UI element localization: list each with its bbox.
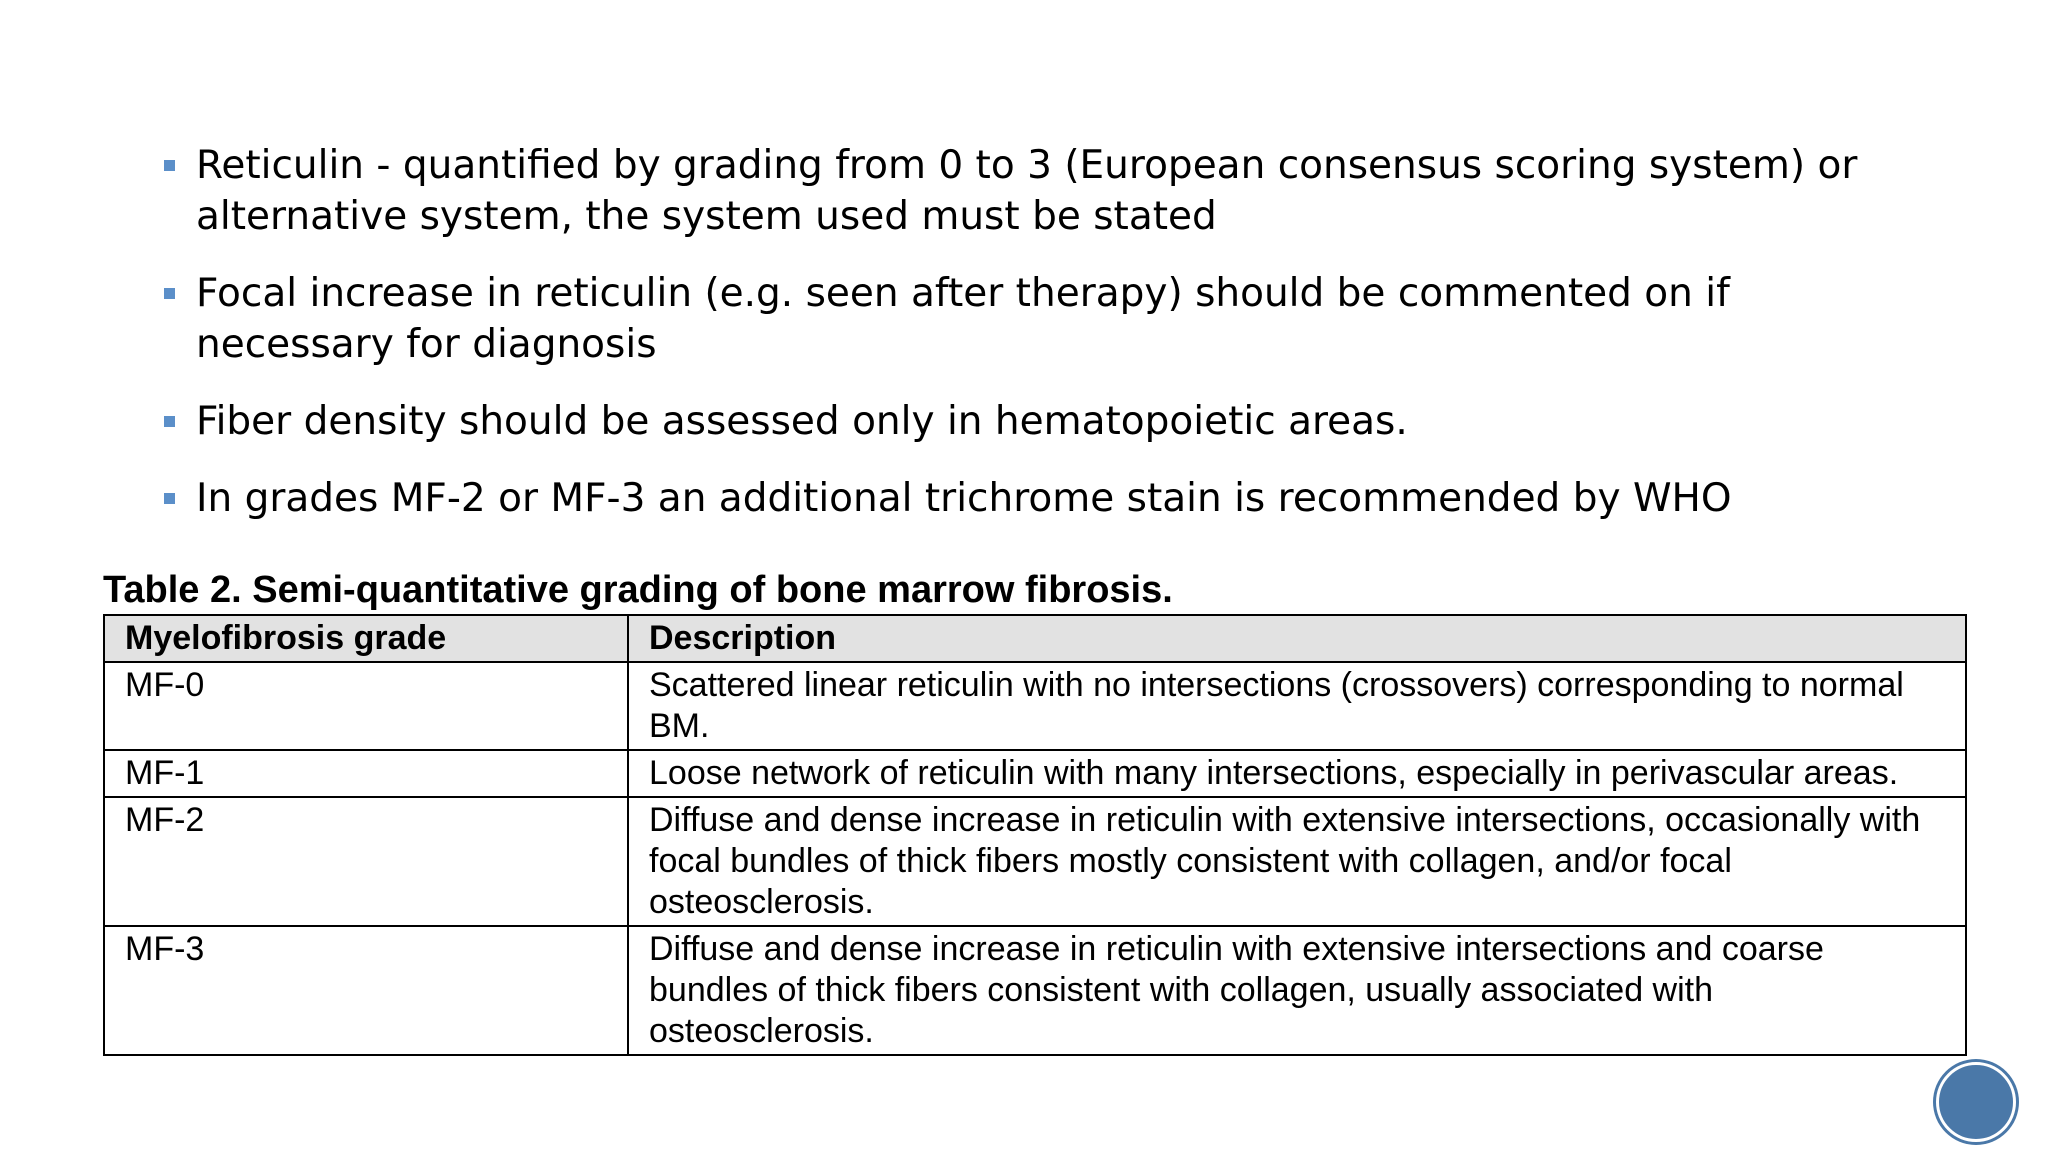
description-cell: Loose network of reticulin with many intersections, especially in perivascular areas. [628,750,1966,797]
bullet-item [160,473,1860,524]
grade-cell: MF-2 [104,797,628,926]
bullet-text: Focal increase in reticulin (e.g. seen after therapy) should be commented on if necessary for diagnosis [196,271,1730,367]
bullet-item [160,140,1860,242]
bullet-text: Fiber density should be assessed only in hematopoietic areas. [196,399,1408,444]
grade-cell: MF-0 [104,662,628,750]
bullet-text: In grades MF-2 or MF-3 an additional trichrome stain is recommended by WHO [196,476,1732,521]
bullet-item [160,396,1860,447]
fibrosis-grading-table [103,614,1967,1056]
circle-badge-icon [1936,1062,2016,1142]
column-header-grade: Myelofibrosis grade [104,615,628,662]
table-title: Table 2. Semi-quantitative grading of bone marrow fibrosis. [103,569,1173,611]
grade-cell: MF-3 [104,926,628,1055]
description-cell: Diffuse and dense increase in reticulin with extensive intersections, occasionally with focal bundles of thick fibers mostly consistent with collagen, and/or focal osteosclerosis. [628,797,1966,926]
bullet-list [160,140,1860,550]
grade-cell: MF-1 [104,750,628,797]
description-cell: Diffuse and dense increase in reticulin with extensive intersections and coarse bundles of thick fibers consistent with collagen, usually associated with osteosclerosis. [628,926,1966,1055]
table-row [104,750,1966,797]
table-row [104,797,1966,926]
table-row [104,926,1966,1055]
column-header-description: Description [628,615,1966,662]
description-cell: Scattered linear reticulin with no intersections (crossovers) corresponding to normal BM. [628,662,1966,750]
table-row [104,662,1966,750]
square-bullet-icon [164,160,175,171]
square-bullet-icon [164,416,175,427]
bullet-text: Reticulin - quantified by grading from 0 to 3 (European consensus scoring system) or alternative system, the system used must be stated [196,143,1858,239]
table-header-row [104,615,1966,662]
bullet-item [160,268,1860,370]
square-bullet-icon [164,288,175,299]
square-bullet-icon [164,493,175,504]
